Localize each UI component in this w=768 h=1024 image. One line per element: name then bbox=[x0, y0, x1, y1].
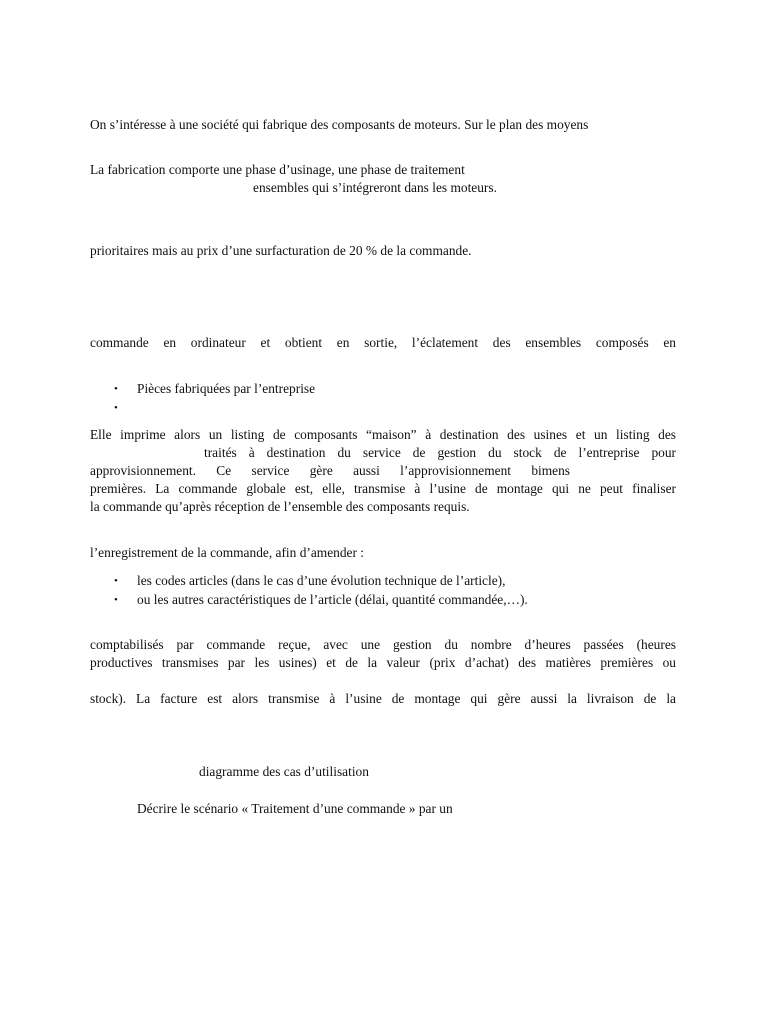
question-use-case-diagram: diagramme des cas d’utilisation bbox=[199, 764, 369, 779]
paragraph-listing-line-1: Elle imprime alors un listing de composants “maison” à destination des usines et un listing des bbox=[90, 427, 676, 442]
paragraph-amend-line: l’enregistrement de la commande, afin d’amender : bbox=[90, 545, 365, 560]
paragraph-fabrication-line-1: La fabrication comporte une phase d’usinage, une phase de traitement bbox=[90, 162, 465, 177]
list1-item-1: Pièces fabriquées par l’entreprise bbox=[137, 381, 316, 396]
paragraph-priority-line: prioritaires mais au prix d’une surfacturation de 20 % de la commande. bbox=[90, 243, 472, 258]
paragraph-listing-line-2: traités à destination du service de gestion du stock de l’entreprise pour bbox=[204, 445, 676, 460]
paragraph-listing-line-5: la commande qu’après réception de l’ensemble des composants requis. bbox=[90, 499, 470, 514]
list2-item-2: ou les autres caractéristiques de l’article (délai, quantité commandée,…). bbox=[137, 592, 528, 607]
paragraph-listing-line-4: premières. La commande globale est, elle, transmise à l’usine de montage qui ne peut finaliser bbox=[90, 481, 676, 496]
paragraph-billing-line-2: productives transmises par les usines) et de la valeur (prix d’achat) des matières premières ou bbox=[90, 655, 676, 670]
paragraph-fabrication-line-2: ensembles qui s’intégreront dans les moteurs. bbox=[253, 180, 497, 195]
paragraph-billing-line-1: comptabilisés par commande reçue, avec une gestion du nombre d’heures passées (heures bbox=[90, 637, 676, 652]
question-scenario: Décrire le scénario « Traitement d’une commande » par un bbox=[137, 801, 453, 816]
paragraph-billing-line-3: stock). La facture est alors transmise à l’usine de montage qui gère aussi la livraison de la bbox=[90, 691, 676, 706]
list2-item-1: les codes articles (dans le cas d’une évolution technique de l’article), bbox=[137, 573, 506, 588]
list2-bullet-1: • bbox=[114, 575, 118, 587]
paragraph-listing-line-3: approvisionnement. Ce service gère aussi l’approvisionnement bimens bbox=[90, 463, 570, 478]
list1-bullet-1: • bbox=[114, 383, 118, 395]
list1-bullet-2: • bbox=[114, 402, 118, 414]
paragraph-order-breakdown-line: commande en ordinateur et obtient en sortie, l’éclatement des ensembles composés en bbox=[90, 335, 676, 350]
paragraph-intro-line: On s’intéresse à une société qui fabrique des composants de moteurs. Sur le plan des moyens bbox=[90, 117, 589, 132]
list2-bullet-2: • bbox=[114, 594, 118, 606]
